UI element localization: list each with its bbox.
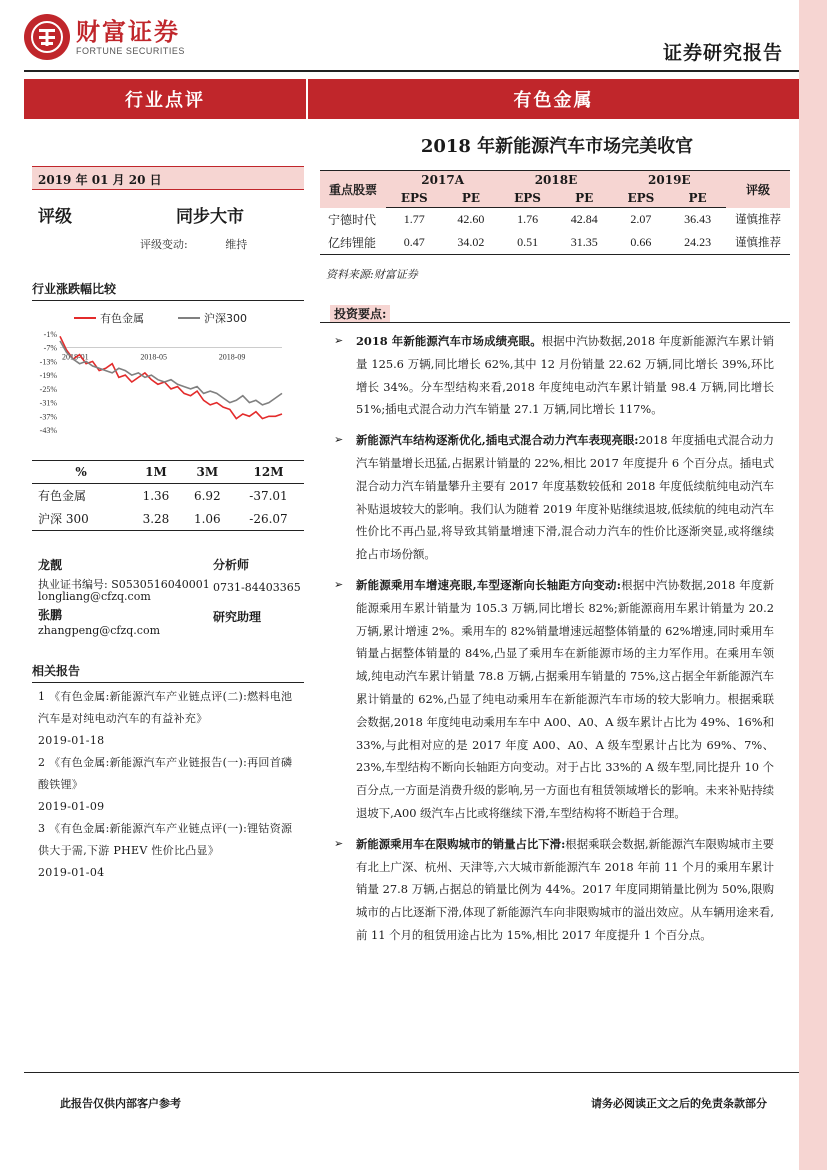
perf-header-cell: 1M — [130, 461, 181, 484]
right-margin-band — [799, 0, 827, 1170]
report-date: 2019 年 01 月 20 日 — [32, 166, 304, 190]
perf-header-cell: 3M — [182, 461, 233, 484]
series-line — [60, 336, 282, 418]
perf-header-row — [32, 461, 304, 484]
analyst-block — [38, 556, 304, 638]
y-tick-label: -43% — [39, 426, 57, 435]
banner-industry: 有色金属 — [513, 90, 594, 111]
stock-rating: 谨慎推荐 — [726, 231, 790, 255]
rating-label: 评级 — [38, 207, 72, 227]
y-tick-label: -19% — [39, 371, 57, 381]
stock-cell: 24.23 — [669, 231, 726, 255]
perf-cell: 沪深 300 — [32, 507, 130, 531]
arrow-bullet-icon: ➢ — [334, 433, 344, 447]
arrow-bullet-icon: ➢ — [334, 836, 344, 850]
stock-cell: 0.51 — [499, 231, 556, 255]
point-body: 根据中汽协数据,2018 年度新能源乘用车累计销量为 105.3 万辆,同比增长 82%;新能源商用车累计销量为 20.2 万辆,累计增速 2%。乘用车的 82%销量增速远超整体销量的 62%增速,同时乘用车销量占据整体销量的 84%,凸显了乘用车在新能源市场的主力军作用。在乘用车领域,纯电动汽车累计销量 78.8 万辆,占据乘用车销量的 75%,这占据全年新能源汽车累计销量的 62%,凸显了纯电动乘用车在新能源汽车市场的较大影响力。根据乘联会数据,2018 年度纯电动乘用车车中 A00、A0、A 级车累计占比为 49%、16%和 33%,与此相对应的是 2017 年度 A00、A0、A 级车型累计占比为 69%、7%、23%,车型结构不断向长轴距方向变动。对于占比 33%的 A 级车型,同比提升 10 个百分点,一方面是消费升级的影响,另一方面也有租赁领域增长的影响。未来补贴持续退坡下,A00 级汽车占比或将继续下滑,车型结构将不断趋于合理。 — [356, 577, 775, 820]
stock-cell: 0.66 — [613, 231, 670, 255]
perf-cell: 6.92 — [193, 488, 221, 503]
y-tick-label: -37% — [39, 412, 57, 422]
table-row — [32, 507, 304, 531]
related-reports-list — [38, 686, 300, 884]
document-type: 证券研究报告 — [662, 42, 783, 64]
rating-value: 同步大市 — [176, 207, 244, 227]
x-tick-label: 2018-05 — [140, 352, 168, 362]
perf-cell: 有色金属 — [38, 489, 87, 503]
table-row — [320, 208, 790, 231]
banner-category: 行业点评 — [24, 79, 308, 119]
rating-change-value: 维持 — [225, 238, 248, 251]
rating-change-label: 评级变动: — [140, 238, 188, 251]
point-body: 2018 年度插电式混合动力汽车销量增长迅猛,占据累计销量的 22%,相比 2017 年度提升 6 个百分点。插电式混合动力汽车销量攀升主要有 2017 年度基数较低和 2018 年度低续航纯电动汽车补贴退坡较大的影响。我们认为随着 2019 年度补贴继续退坡,低续航的纯电动汽车性价比不再凸显,将导致其销量增速下滑,混合动力汽车的性价比逐渐突显,或将继续抢占市场份额。 — [356, 433, 774, 562]
stock-cell: 2.07 — [630, 211, 652, 226]
stock-header-name: 重点股票 — [320, 171, 386, 208]
point-lead: 新能源汽车结构逐渐优化,插电式混合动力汽车表现亮眼: — [356, 433, 639, 448]
key-stocks-table — [320, 170, 790, 255]
related-report-item[interactable] — [38, 752, 300, 818]
stock-subheader-cell: EPS — [613, 189, 670, 208]
stock-rating: 谨慎推荐 — [735, 212, 781, 226]
x-tick-label: 2018-09 — [218, 352, 246, 362]
stock-name: 亿纬锂能 — [320, 231, 386, 255]
investment-points — [330, 330, 774, 955]
stock-cell: 34.02 — [443, 231, 500, 255]
stock-cell: 1.77 — [403, 211, 425, 226]
company-logo — [24, 14, 185, 60]
analyst-1-name: 龙靓 — [38, 558, 63, 572]
analyst-1-email[interactable]: longliang@cfzq.com — [38, 590, 151, 603]
stock-name: 宁德时代 — [328, 212, 377, 227]
brand-name-en: FORTUNE SECURITIES — [76, 46, 185, 56]
header-rule — [24, 70, 799, 72]
table-row — [320, 231, 790, 255]
analyst-2-email[interactable]: zhangpeng@cfzq.com — [38, 624, 161, 637]
point-lead: 2018 年新能源汽车市场成绩亮眼。 — [356, 334, 542, 348]
stock-header-row — [320, 171, 790, 190]
performance-table — [32, 460, 304, 531]
perf-cell: -26.07 — [233, 507, 304, 531]
logo-emblem-icon — [24, 14, 70, 60]
legend-label: 有色金属 — [100, 312, 144, 325]
stock-header-year: 2019E — [613, 171, 726, 190]
stock-header-year: 2017A — [386, 171, 499, 190]
related-report-item[interactable] — [38, 818, 300, 884]
footer-disclaimer: 此报告仅供内部客户参考 — [60, 1097, 181, 1110]
investment-point — [330, 833, 774, 947]
stock-subheader-row — [320, 189, 790, 208]
perf-cell: 3.28 — [130, 507, 181, 531]
investment-header — [320, 303, 790, 323]
stock-cell: 42.60 — [457, 211, 485, 226]
analyst-1-role: 分析师 — [213, 558, 250, 572]
stock-subheader-cell: PE — [443, 189, 500, 208]
x-tick-label: 2018-01 — [62, 352, 89, 362]
related-report-item[interactable] — [38, 686, 300, 752]
stock-cell: 1.76 — [517, 211, 539, 226]
investment-point — [330, 330, 774, 421]
footer-rule — [24, 1072, 799, 1073]
analyst-1-phone: 0731-84403365 — [213, 581, 301, 594]
point-body: 根据中汽协数据,2018 年度新能源汽车累计销量 125.6 万辆,同比增长 62%,其中 12 月份销量 22.62 万辆,同比增长 39%,环比增长 34%。分车型结构来看,2018 年度纯电动汽车累计销量 98.4 万辆,同比增长 51%;插电式混合动力汽车销量 27.1 万辆,同比增长 117%。 — [356, 334, 775, 417]
related-report-date: 2019-01-09 — [38, 800, 105, 813]
analyst-2-role: 研究助理 — [213, 610, 262, 624]
stock-subheader-cell: PE — [556, 189, 613, 208]
stock-subheader-cell: PE — [669, 189, 726, 208]
table-source: 资料来源:财富证券 — [326, 268, 418, 281]
arrow-bullet-icon: ➢ — [334, 334, 344, 347]
industry-comparison-chart — [32, 304, 304, 440]
line-chart-svg — [32, 304, 304, 440]
y-tick-label: -1% — [43, 330, 57, 339]
arrow-bullet-icon: ➢ — [334, 577, 344, 591]
related-report-title: 3 《有色金属:新能源汽车产业链点评(一):锂钴资源供大于需,下游 PHEV 性价比凸显》 — [38, 822, 293, 857]
report-banner — [24, 79, 799, 119]
related-report-title: 2 《有色金属:新能源汽车产业链报告(一):再回首磷酸铁锂》 — [38, 756, 293, 791]
related-report-date: 2019-01-18 — [38, 734, 105, 747]
related-report-title: 1 《有色金属:新能源汽车产业链点评(二):燃料电池汽车是对纯电动汽车的有益补充》 — [38, 690, 293, 725]
investment-title: 投资要点: — [330, 305, 390, 322]
stock-cell: 31.35 — [556, 231, 613, 255]
table-row — [32, 484, 304, 508]
footer-notice: 请务必阅读正文之后的免责条款部分 — [591, 1097, 767, 1110]
perf-cell: 1.06 — [182, 507, 233, 531]
investment-point — [330, 574, 774, 825]
stock-subheader-cell: EPS — [386, 189, 443, 208]
analyst-2-name: 张鹏 — [38, 608, 63, 622]
point-lead: 新能源乘用车在限购城市的销量占比下滑: — [356, 836, 566, 851]
perf-header-cell: % — [32, 461, 130, 484]
stock-subheader-cell: EPS — [499, 189, 556, 208]
perf-cell: 1.36 — [142, 488, 170, 503]
chart-section-title: 行业涨跌幅比较 — [32, 280, 304, 301]
y-tick-label: -25% — [39, 384, 57, 394]
report-title: 2018 年新能源汽车市场完美收官 — [420, 136, 694, 157]
rating-change — [140, 236, 247, 252]
related-reports-title: 相关报告 — [32, 662, 304, 683]
series-line — [60, 341, 282, 405]
y-tick-label: -31% — [39, 398, 57, 408]
stock-header-year: 2018E — [499, 171, 612, 190]
investment-point — [330, 429, 774, 566]
stock-cell: 36.43 — [684, 211, 712, 226]
stock-header-rating: 评级 — [726, 171, 790, 208]
perf-cell: -37.01 — [249, 488, 288, 503]
analyst-1-cert: 执业证书编号: S0530516040001 — [38, 578, 210, 591]
perf-header-cell: 12M — [233, 461, 304, 484]
point-lead: 新能源乘用车增速亮眼,车型逐渐向长轴距方向变动: — [356, 577, 621, 592]
brand-name-cn: 财富证券 — [76, 17, 180, 46]
point-body: 根据乘联会数据,新能源汽车限购城市主要有北上广深、杭州、天津等,六大城市新能源汽车 2018 年前 11 个月的乘用车累计销量 27.8 万辆,占据总的销量比例为 44%。2017 年度同期销量比例为 50%,限购城市的占比逐渐下滑,体现了新能源汽车向非限购城市的溢出效应。从车辆用途来看,前 11 个月的租赁用途占比为 15%,相比 2017 年度提升 1 个百分点。 — [356, 836, 774, 942]
legend-label: 沪深300 — [204, 312, 247, 325]
y-tick-label: -7% — [43, 343, 57, 353]
stock-cell: 0.47 — [386, 231, 443, 255]
y-tick-label: -13% — [39, 357, 57, 367]
related-report-date: 2019-01-04 — [38, 866, 105, 879]
stock-cell: 42.84 — [570, 211, 598, 226]
